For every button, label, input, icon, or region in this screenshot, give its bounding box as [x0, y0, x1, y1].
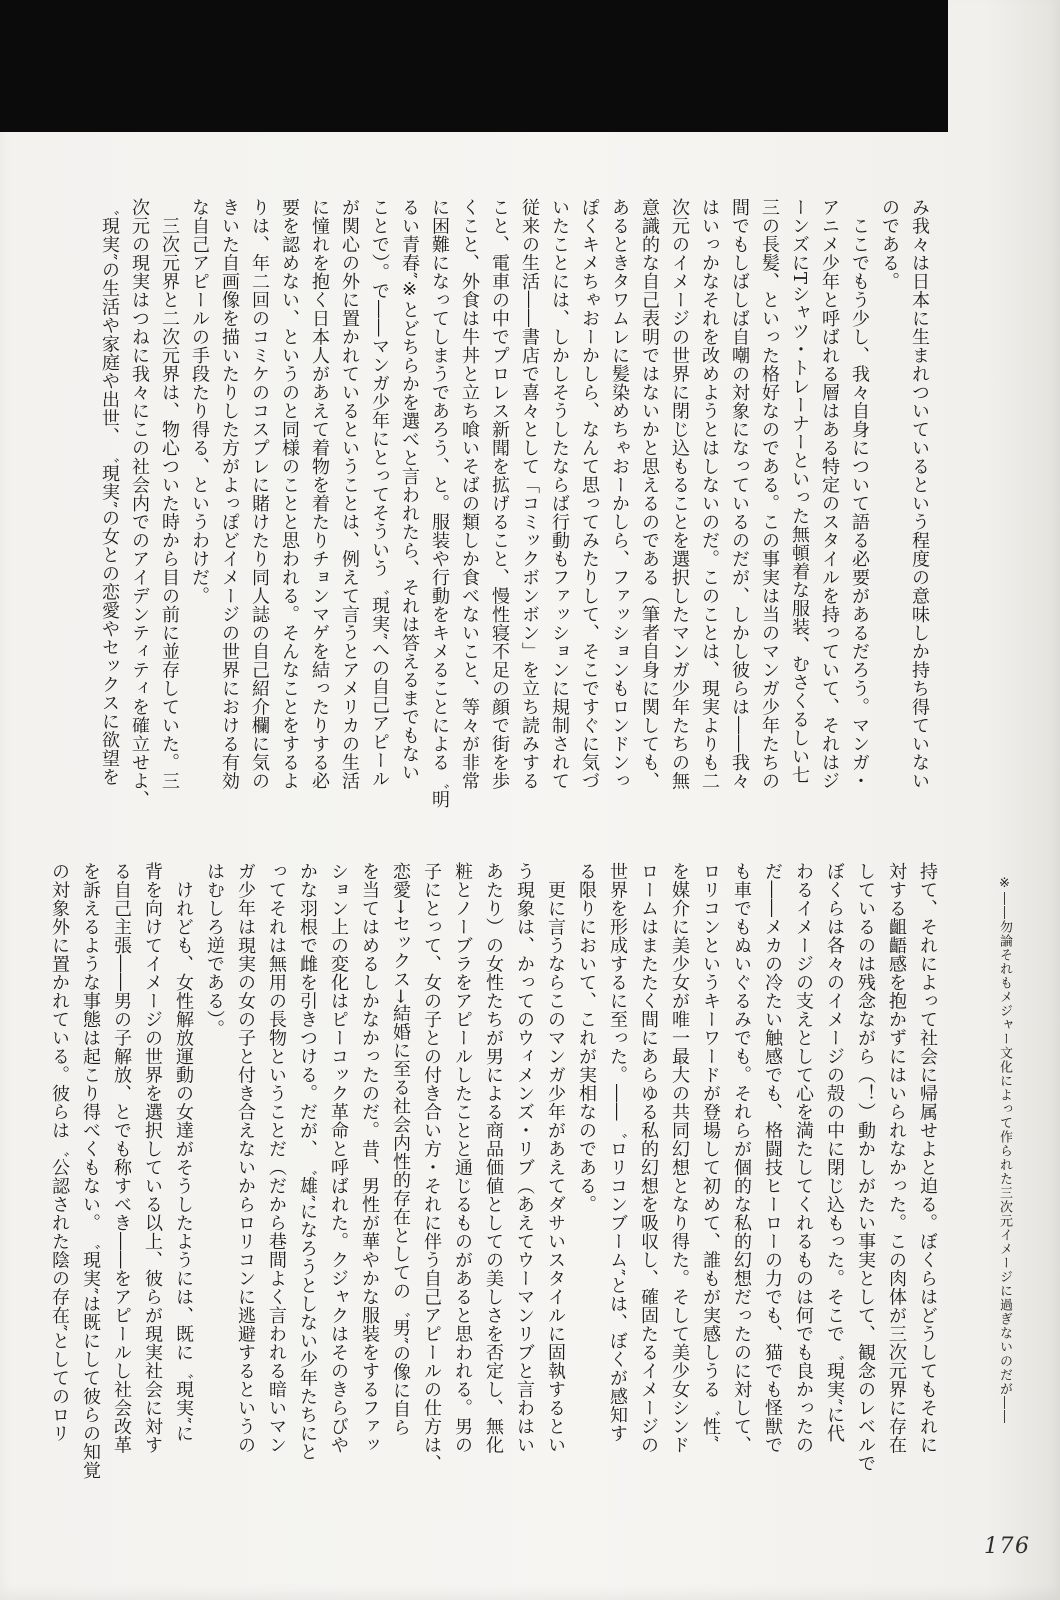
text-column: ゛現実″の生活や家庭や出世、゛現実″の女との恋愛やセックスに欲望を: [99, 198, 120, 786]
text-column: はむしろ逆である）。: [204, 862, 225, 1038]
text-column: けれども、女性解放運動の女達がそうしたようには、既に゛現実″に: [173, 862, 194, 1443]
text-column: に憧れを抱く日本人があえて着物を着たりチョンマゲを結ったりする必: [309, 198, 330, 790]
text-column: が関心の外に置かれているということは、例えて言うとアメリカの生活: [339, 198, 360, 790]
text-column: を訴えるような事態は起こり得べくもない。゛現実″は既にして彼らの知覚: [80, 862, 101, 1480]
top-text-block: [94, 198, 934, 853]
page-number: 176: [984, 1534, 1031, 1559]
text-column: りは、年二回のコミケのコスプレに賭けたり同人誌の自己紹介欄に気の: [249, 198, 270, 790]
text-column: を当てはめるしかなかったのだ。昔、男性が華やかな服装をするファッ: [359, 862, 380, 1454]
bottom-text-block: [44, 862, 1020, 1544]
text-column: 要を認めない、というのと同様のことと思われる。そんなことをするよ: [279, 198, 300, 790]
text-column: 背を向けてイメージの世界を選択している以上、彼らが現実社会に対す: [142, 862, 163, 1454]
text-column: 次元の現実はつねに我々にこの社会内でのアイデンティティを確立せよ、: [129, 198, 150, 809]
text-column: 従来の生活――書店で喜々として「コミックボンボン」を立ち読みする: [519, 198, 540, 790]
text-column: 三の長髪、といった格好なのである。この事実は当のマンガ少年たちの: [759, 198, 780, 790]
text-column: の対象外に置かれている。彼らは゛公認された陰の存在″としてのロリ: [49, 862, 70, 1443]
text-column: こと、電車の中でプロレス新聞を拡げること、慢性寝不足の顔で街を歩: [489, 198, 510, 790]
text-column: 次元のイメージの世界に閉じ込もることを選択したマンガ少年たちの無: [669, 198, 690, 790]
text-column: み我々は日本に生まれついているという程度の意味しか持ち得ていない: [909, 198, 930, 790]
text-column: 意識的な自己表明ではないかと思えるのである（筆者自身に関しても、: [639, 198, 660, 790]
text-column: かな羽根で雌を引きつける。だが、゛雄″になろうとしない少年たちにと: [297, 862, 318, 1462]
text-column: わるイメージの支えとして心を満たしてくれるものは何でも良かったの: [793, 862, 814, 1454]
text-column: ロリコンというキーワードが登場して初めて、誰もが実感しうる゛性″: [700, 862, 721, 1443]
text-column: しているのは残念ながら（！）動かしがたい事実として、観念のレベルで: [855, 862, 876, 1473]
text-column: 三次元界と二次元界は、物心ついた時から目の前に並存していた。三: [159, 198, 180, 790]
text-column: くこと、外食は牛丼と立ち喰いそばの類しか食べないこと、等々が非常: [459, 198, 480, 790]
header-black-bar: [0, 0, 948, 132]
text-column: る限りにおいて、これが実相なのである。: [576, 862, 597, 1214]
text-column: 世界を形成するに至った。――゛ロリコンブーム″とは、ぼくが感知す: [607, 862, 628, 1443]
text-column: ガ少年は現実の女の子と付き合えないからロリコンに逃避するというの: [235, 862, 256, 1454]
text-column: いたことには、しかしそうしたならば行動もファッションに規制されて: [549, 198, 570, 790]
text-column: る自己主張――男の子解放、とでも称すべき――をアピールし社会改革: [111, 862, 132, 1454]
text-column: 持て、それによって社会に帰属せよと迫る。ぼくらはどうしてもそれに: [917, 862, 938, 1454]
text-column: 更に言うならこのマンガ少年があえてダサいスタイルに固執するとい: [545, 862, 566, 1454]
text-column: な自己アピールの手段たり得る、というわけだ。: [189, 198, 210, 605]
text-column: 恋愛→セックス→結婚に至る社会内性的存在としての゛男″の像に自ら: [390, 862, 411, 1437]
text-column: のである。: [879, 198, 900, 291]
text-column: 間でもしばしば自嘲の対象になっているのだが、しかし彼らは――我々: [729, 198, 750, 790]
text-column: 粧とノーブラをアピールしたことと通じるものがあると思われる。男の: [452, 862, 473, 1454]
text-column: アニメ少年と呼ばれる層はある特定のスタイルを持っていて、それはジ: [819, 198, 840, 790]
text-column: あたり）の女性たちが男による商品価値としての美しさを否定し、無化: [483, 862, 504, 1454]
text-column: だ――メカの冷たい触感でも、格闘技ヒーローの力でも、猫でも怪獣で: [762, 862, 783, 1454]
text-column: を媒介に美少女が唯一最大の共同幻想となり得た。そして美少女シンド: [669, 862, 690, 1454]
text-column: ここでもう少し、我々自身について語る必要があるだろう。マンガ・: [849, 198, 870, 790]
text-column: あるときタワムレに髪染めちゃおーかしら、ファッションもロンドンっ: [609, 198, 630, 790]
text-column: に困難になってしまうであろう、と。服装や行動をキメることによる゛明: [429, 198, 450, 809]
text-column: ことで）。で――マンガ少年にとってそういう゛現実″への自己アピール: [369, 198, 390, 789]
text-column: う現象は、かってのウィメンズ・リブ（あえてウーマンリブと言わはい: [514, 862, 535, 1454]
footnote-column: ※――勿論それもメジャー文化によって作られた三次元イメージに過ぎないのだが――: [997, 876, 1012, 1424]
text-column: ロームはまたたく間にあらゆる私的幻想を吸収し、確固たるイメージの: [638, 862, 659, 1454]
text-column: ション上の変化はピーコック革命と呼ばれた。クジャクはそのきらびや: [328, 862, 349, 1454]
text-column: ーンズにTシャツ・トレーナーといった無頓着な服装、むさくるしい七: [789, 198, 810, 785]
text-column: はいっかなそれを改めようとはしないのだ。このことは、現実よりも二: [699, 198, 720, 790]
text-column: るい青春″※とどちらかを選べと言われたら、それは答えるまでもない: [399, 198, 420, 782]
text-column: きいた自画像を描いたりした方がよっぽどイメージの世界における有効: [219, 198, 240, 790]
text-column: 対する齟齬感を抱かずにはいられなかった。この肉体が三次元界に存在: [886, 862, 907, 1454]
text-column: ぼくらは各々のイメージの殻の中に閉じ込もった。そこで゛現実″に代: [824, 862, 845, 1443]
text-column: も車でもぬいぐるみでも。それらが個的な私的幻想だったのに対して、: [731, 862, 752, 1454]
text-column: ってそれは無用の長物ということだ（だから巷間よく言われる暗いマン: [266, 862, 287, 1454]
text-column: ぽくキメちゃおーかしら、なんて思ってみたりして、そこですぐに気づ: [579, 198, 600, 790]
text-column: 子にとって、女の子との付き合い方・それに伴う自己アピールの仕方は、: [421, 862, 442, 1473]
